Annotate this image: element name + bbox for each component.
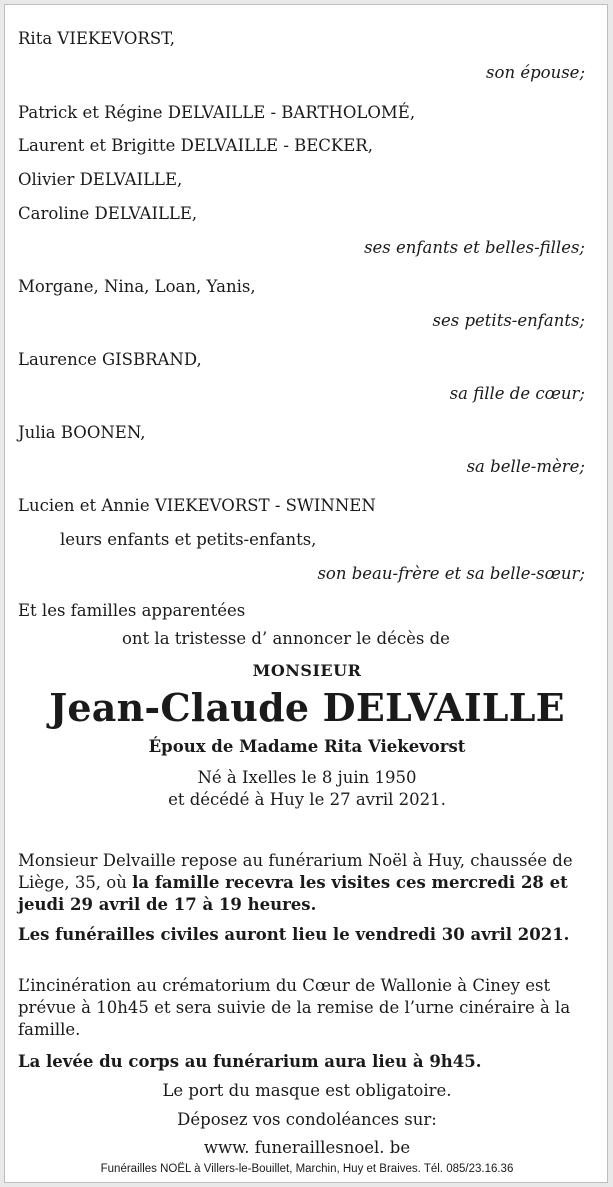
cremation-paragraph: L’incinération au crématorium du Cœur de Wallonie à Ciney est prévue à 10h45 et sera suivie de la remise de l’urne cinéraire à la famille. xyxy=(18,976,571,1039)
condolences-notice: Déposez vos condoléances sur: xyxy=(177,1110,437,1129)
mask-notice: Le port du masque est obligatoire. xyxy=(162,1081,452,1100)
related-families: Et les familles apparentées xyxy=(18,601,246,620)
website-link[interactable]: www. funeraillesnoel. be xyxy=(203,1138,411,1157)
heart-daughter-name: Laurence GISBRAND, xyxy=(18,350,202,369)
spouse-of: Époux de Madame Rita Viekevorst xyxy=(148,737,466,756)
grandchildren-names: Morgane, Nina, Loan, Yanis, xyxy=(18,277,256,296)
deceased-name: Jean-Claude DELVAILLE xyxy=(49,685,565,730)
mother-in-law-relation: sa belle-mère; xyxy=(466,457,585,476)
death-info: et décédé à Huy le 27 avril 2021. xyxy=(168,790,446,809)
spouse-name: Rita VIEKEVORST, xyxy=(18,29,175,48)
grandchildren-relation: ses petits-enfants; xyxy=(432,311,585,330)
visitation-text: Monsieur Delvaille repose au funérarium Noël à Huy, chaussée de Liège, 35, où xyxy=(18,851,573,892)
title-monsieur: MONSIEUR xyxy=(252,661,362,680)
child-line: Caroline DELVAILLE, xyxy=(18,204,198,223)
footer-funeral-home: Funérailles NOËL à Villers-le-Bouillet, Marchin, Huy et Braives. Tél. 085/23.16.36 xyxy=(100,1163,514,1175)
announcement-line: ont la tristesse d’ annoncer le décès de xyxy=(122,629,450,648)
in-laws-relation: son beau-frère et sa belle-sœur; xyxy=(317,564,585,583)
heart-daughter-relation: sa fille de cœur; xyxy=(449,384,585,403)
child-line: Olivier DELVAILLE, xyxy=(18,170,183,189)
child-line: Laurent et Brigitte DELVAILLE - BECKER, xyxy=(18,136,373,155)
obituary-notice xyxy=(4,4,608,1183)
visitation-bold-text: la famille recevra les visites ces mercredi 28 et jeudi 29 avril de 17 à 19 heures. xyxy=(18,873,568,914)
visitation-paragraph xyxy=(18,850,598,916)
mother-in-law-name: Julia BOONEN, xyxy=(18,423,146,442)
spouse-relation: son épouse; xyxy=(486,63,585,82)
departure-paragraph: La levée du corps au funérarium aura lieu à 9h45. xyxy=(18,1052,482,1071)
children-relation: ses enfants et belles-filles; xyxy=(364,238,585,257)
birth-info: Né à Ixelles le 8 juin 1950 xyxy=(197,768,417,787)
in-laws-names: Lucien et Annie VIEKEVORST - SWINNEN xyxy=(18,496,376,515)
in-laws-children: leurs enfants et petits-enfants, xyxy=(60,530,317,549)
funeral-paragraph: Les funérailles civiles auront lieu le vendredi 30 avril 2021. xyxy=(18,925,570,944)
child-line: Patrick et Régine DELVAILLE - BARTHOLOMÉ, xyxy=(18,103,416,122)
